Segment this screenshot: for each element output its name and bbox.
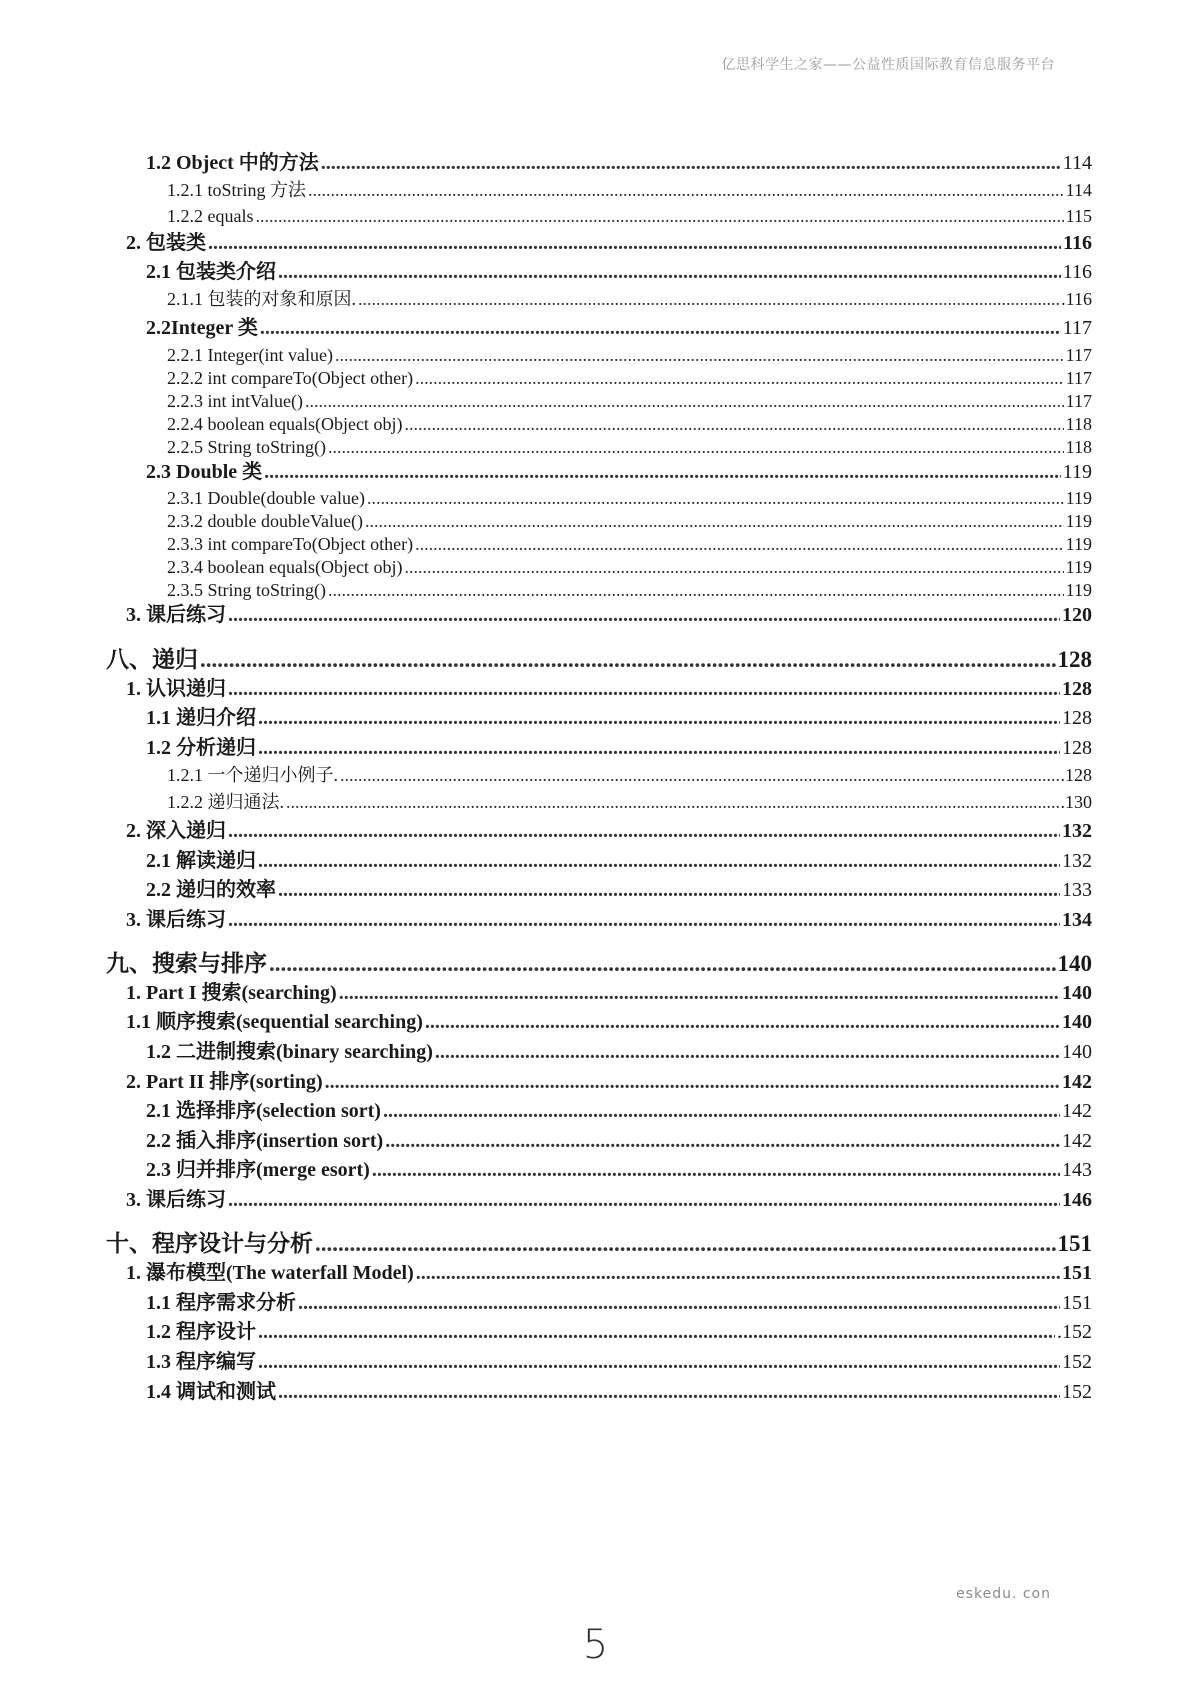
toc-leader-dots [228,910,1060,930]
toc-entry-title: 2.2.4 boolean equals(Object obj) [167,414,403,434]
toc-entry-page: 119 [1062,461,1092,483]
toc-leader-dots [258,851,1060,871]
toc-leader-dots [228,1190,1060,1210]
toc-entry [0,512,1191,530]
toc-leader-dots [278,880,1060,900]
toc-entry [0,738,1191,758]
toc-entry [0,1352,1191,1372]
toc-leader-dots [383,1101,1060,1121]
toc-leader-dots [340,766,1059,784]
toc-entry-page: .130 [1060,792,1092,812]
toc-entry-title: 2.3 Double 类 [146,461,263,483]
toc-entry [0,952,1191,975]
toc-entry [0,880,1191,900]
toc-entry [0,581,1191,599]
toc-entry-page: 140 [1062,1041,1092,1063]
toc-entry-page: 128 [1062,707,1092,729]
toc-entry-title: 1.2.2 递归通法. [167,792,284,812]
toc-entry [0,851,1191,871]
toc-entry-title: 1.1 递归介绍 [146,707,256,729]
toc-entry-page: 119 [1065,580,1092,600]
toc-entry-page: 114 [1065,180,1092,200]
toc-entry [0,1101,1191,1121]
toc-entry-page: 119 [1065,534,1092,554]
toc-entry [0,438,1191,456]
toc-entry-title: 2.2 插入排序(insertion sort) [146,1130,384,1152]
toc-entry-page: 142 [1062,1100,1092,1122]
toc-entry-title: 2.1 解读递归 [146,850,256,872]
toc-entry [0,1160,1191,1180]
toc-entry-page: 132 [1062,820,1092,842]
toc-entry [0,793,1191,811]
toc-entry-title: 2.2.1 Integer(int value) [167,345,333,365]
toc-entry [0,1382,1191,1402]
toc-entry [0,1042,1191,1062]
toc-entry [0,207,1191,225]
toc-entry-page: 152 [1062,1351,1092,1373]
toc-leader-dots [308,181,1064,199]
toc-entry [0,346,1191,364]
toc-entry-title: 1.2 Object 中的方法 [146,152,319,174]
toc-entry-title: 3. 课后练习 [126,909,226,931]
toc-leader-dots [258,738,1060,758]
toc-leader-dots [200,648,1056,671]
toc-entry-title: 2. 深入递归 [126,820,226,842]
toc-leader-dots [315,1232,1056,1255]
toc-leader-dots [286,793,1059,811]
toc-entry-title: 1.2 二进制搜索(binary searching) [146,1041,433,1063]
toc-leader-dots [415,535,1064,553]
toc-leader-dots [339,983,1060,1003]
toc-entry-title: 1.2 分析递归 [146,737,256,759]
toc-entry-page: 151 [1062,1292,1092,1314]
toc-entry [0,910,1191,930]
toc-leader-dots [258,1352,1060,1372]
toc-leader-dots [321,153,1061,173]
toc-entry-page: 116 [1063,232,1092,254]
toc-entry-title: 1. Part I 搜索(searching) [126,982,337,1004]
toc-entry-title: 1.2.2 equals [167,206,254,226]
toc-entry-title: 2.3.2 double doubleValue() [167,511,363,531]
toc-entry [0,766,1191,784]
toc-entry [0,1012,1191,1032]
toc-entry-page: .152 [1057,1321,1092,1343]
toc-entry-title: 2. Part II 排序(sorting) [126,1071,323,1093]
toc-entry [0,708,1191,728]
toc-entry-title: 2.3.1 Double(double value) [167,488,365,508]
toc-leader-dots [325,1072,1060,1092]
toc-entry [0,821,1191,841]
toc-entry [0,1232,1191,1255]
toc-entry [0,558,1191,576]
toc-entry-page: 118 [1065,437,1092,457]
toc-leader-dots [435,1042,1060,1062]
page-number: 5 [582,1622,609,1668]
toc-entry-page: 151 [1057,1231,1092,1256]
toc-entry-page: 114 [1062,152,1092,174]
toc-leader-dots [425,1012,1060,1032]
toc-entry [0,369,1191,387]
toc-entry-page: 115 [1065,206,1092,226]
toc-entry-page: 132 [1062,850,1092,872]
toc-leader-dots [335,346,1064,364]
toc-leader-dots [365,512,1064,530]
toc-entry-page: 118 [1065,414,1092,434]
toc-entry-title: 2.2Integer 类 [146,317,258,339]
toc-entry [0,1263,1191,1283]
toc-entry-title: 2.3 归并排序(merge esort) [146,1159,370,1181]
toc-entry-page: 142 [1062,1130,1092,1152]
toc-entry-title: 十、程序设计与分析 [106,1231,313,1256]
toc-entry-page: 119 [1065,511,1092,531]
toc-leader-dots [264,462,1061,482]
toc-leader-dots [260,318,1061,338]
toc-leader-dots [269,952,1056,975]
toc-entry-title: 1. 瀑布模型(The waterfall Model) [126,1262,414,1284]
toc-entry-title: 2.3.5 String toString() [167,580,327,600]
toc-leader-dots [416,1263,1060,1283]
toc-entry-page: 128 [1062,737,1092,759]
toc-entry [0,462,1191,482]
toc-entry [0,679,1191,699]
toc-entry-title: 1.4 调试和测试 [146,1381,276,1403]
toc-leader-dots [298,1293,1060,1313]
toc-entry-page: 143 [1062,1159,1092,1181]
toc-entry-title: 1.2 程序设计 [146,1321,256,1343]
toc-entry-title: 3. 课后练习 [126,1189,226,1211]
toc-entry-title: 1.1 顺序搜索(sequential searching) [126,1011,423,1033]
toc-entry-title: 1. 认识递归 [126,678,226,700]
footer-site: eskedu. con [956,1586,1051,1602]
toc-leader-dots [404,558,1063,576]
toc-leader-dots [208,233,1061,253]
toc-leader-dots [278,1382,1060,1402]
toc-entry-page: 140 [1057,951,1092,976]
toc-entry [0,1131,1191,1151]
toc-leader-dots [228,605,1060,625]
toc-entry-page: 142 [1062,1071,1092,1093]
toc-leader-dots [305,392,1064,410]
toc-leader-dots [258,708,1060,728]
toc-leader-dots [278,262,1061,282]
toc-entry-page: .116 [1061,289,1092,309]
toc-entry-page: 120 [1062,604,1092,626]
toc-entry-title: 2. 包装类 [126,232,206,254]
toc-leader-dots [358,290,1059,308]
toc-entry-page: 140 [1062,1011,1092,1033]
toc-entry-page: 128 [1062,678,1092,700]
toc-entry [0,1293,1191,1313]
toc-entry-page: 151 [1062,1262,1092,1284]
toc-entry-title: 1.2.1 一个递归小例子. [167,765,338,785]
toc-entry-page: 117 [1065,391,1092,411]
toc-leader-dots [255,207,1063,225]
toc-entry-title: 2.1 选择排序(selection sort) [146,1100,381,1122]
toc-entry [0,318,1191,338]
toc-leader-dots [415,369,1064,387]
toc-entry-page: 140 [1062,982,1092,1004]
toc-entry-title: 2.3.3 int compareTo(Object other) [167,534,414,554]
toc-entry [0,181,1191,199]
toc-entry-page: 117 [1062,317,1092,339]
toc-entry-title: 2.1.1 包装的对象和原因. [167,289,356,309]
toc-entry [0,605,1191,625]
toc-entry [0,1190,1191,1210]
toc-entry [0,535,1191,553]
toc-entry [0,489,1191,507]
toc-entry-page: 146 [1062,1189,1092,1211]
toc-entry-title: 1.1 程序需求分析 [146,1292,296,1314]
toc-entry-title: 2.2 递归的效率 [146,879,276,901]
toc-entry [0,983,1191,1003]
toc-entry-title: 3. 课后练习 [126,604,226,626]
toc-entry [0,1322,1191,1342]
toc-leader-dots [228,821,1060,841]
toc-entry-page: 128 [1057,647,1092,672]
toc-entry-title: 2.3.4 boolean equals(Object obj) [167,557,403,577]
toc-leader-dots [328,581,1064,599]
toc-entry-page: 152 [1062,1381,1092,1403]
toc-entry [0,233,1191,253]
toc-entry [0,262,1191,282]
toc-entry [0,290,1191,308]
toc-entry-page: .128 [1060,765,1092,785]
toc-entry [0,392,1191,410]
toc-entry [0,153,1191,173]
toc-entry-title: 2.2.3 int intValue() [167,391,303,411]
toc-entry [0,1072,1191,1092]
toc-entry-page: 116 [1062,261,1092,283]
toc-entry-page: 134 [1062,909,1092,931]
toc-entry-title: 八、递归 [106,647,198,672]
toc-leader-dots [228,679,1060,699]
toc-leader-dots [367,489,1064,507]
toc-entry-page: 133 [1062,879,1092,901]
page-header: 亿思科学生之家——公益性质国际教育信息服务平台 [721,57,1055,73]
toc-entry-title: 2.2.2 int compareTo(Object other) [167,368,414,388]
toc-leader-dots [258,1322,1055,1342]
toc-leader-dots [372,1160,1060,1180]
toc-entry-title: 2.1 包装类介绍 [146,261,276,283]
toc-entry-title: 1.2.1 toString 方法 [167,180,307,200]
toc-entry-page: 117 [1065,345,1092,365]
toc-entry [0,415,1191,433]
toc-entry-page: 119 [1065,557,1092,577]
toc-entry [0,648,1191,671]
toc-leader-dots [328,438,1064,456]
toc-entry-title: 九、搜索与排序 [106,951,267,976]
toc-leader-dots [385,1131,1060,1151]
toc-entry-page: 119 [1065,488,1092,508]
toc-leader-dots [404,415,1063,433]
toc-entry-page: 117 [1065,368,1092,388]
toc-entry-title: 2.2.5 String toString() [167,437,327,457]
toc-entry-title: 1.3 程序编写 [146,1351,256,1373]
